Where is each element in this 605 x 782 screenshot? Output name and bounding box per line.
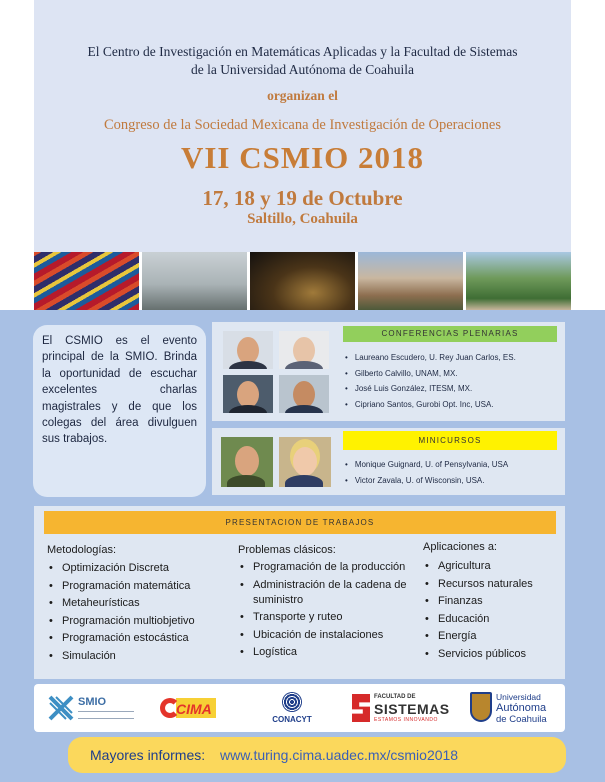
smio-x-icon	[48, 695, 74, 721]
cima-logo	[160, 690, 220, 726]
classic-heading: Problemas clásicos:	[238, 544, 336, 556]
sponsor-logos	[34, 684, 565, 732]
uadec-line-1: Universidad	[496, 692, 541, 702]
footer-info-bar	[68, 737, 566, 773]
speaker-photo	[223, 331, 273, 369]
organizers-line-2: de la Universidad Autónoma de Coahuila	[190, 62, 415, 77]
minicourse-title: MINICURSOS	[343, 431, 557, 450]
papers-section	[34, 506, 565, 679]
list-item: • Ubicación de instalaciones	[238, 628, 418, 643]
smio-text: SMIO	[78, 696, 107, 708]
speaker-photo	[279, 331, 329, 369]
list-item: • Finanzas	[423, 593, 563, 611]
conacyt-globe-icon	[282, 692, 302, 712]
uadec-shield-icon	[470, 692, 492, 722]
organizers-line-1: El Centro de Investigación en Matemáticas Aplicadas y la Facultad de Sistemas	[87, 44, 518, 59]
sistemas-tagline: ESTAMOS INNOVANDO	[374, 717, 438, 723]
list-item: • Agricultura	[423, 558, 563, 576]
classic-problems-column	[238, 543, 418, 663]
facultad-sistemas-logo	[352, 690, 452, 726]
photo-saltillo-sarape	[34, 252, 139, 310]
list-item: • Educación	[423, 611, 563, 629]
sistemas-s-icon	[352, 694, 370, 722]
sistemas-top-text: FACULTAD DE	[374, 694, 416, 700]
applications-heading: Aplicaciones a:	[423, 541, 497, 553]
papers-title: PRESENTACION DE TRABAJOS	[44, 511, 556, 534]
plenary-title: CONFERENCIAS PLENARIAS	[343, 326, 557, 342]
speaker-photo	[221, 437, 273, 487]
list-item: • Simulación	[47, 648, 227, 666]
list-item: • Logística	[238, 645, 418, 660]
list-item: • Programación multiobjetivo	[47, 613, 227, 631]
list-item: • José Luis González, ITESM, MX.	[345, 381, 516, 397]
minicourse-speaker-list	[345, 457, 508, 488]
minicourse-section	[212, 428, 565, 495]
footer-url-link[interactable]: www.turing.cima.uadec.mx/csmio2018	[220, 747, 459, 763]
list-item: • Victor Zavala, U. of Wisconsin, USA.	[345, 473, 508, 489]
list-item: • Recursos naturales	[423, 576, 563, 594]
page-corner-fold	[589, 0, 605, 20]
list-item: • Programación matemática	[47, 578, 227, 596]
list-item: • Administración de la cadena de suministro	[238, 578, 418, 608]
smio-logo	[48, 690, 128, 726]
classic-list	[238, 560, 418, 660]
conacyt-logo	[262, 690, 322, 726]
event-city: Saltillo, Coahuila	[247, 211, 358, 227]
list-item: • Servicios públicos	[423, 646, 563, 664]
uadec-line-3: de Coahuila	[496, 714, 547, 725]
congress-name: Congreso de la Sociedad Mexicana de Investigación de Operaciones	[104, 117, 501, 133]
list-item: • Gilberto Calvillo, UNAM, MX.	[345, 366, 516, 382]
photo-strip	[34, 252, 571, 310]
list-item: • Laureano Escudero, U. Rey Juan Carlos, ES.	[345, 350, 516, 366]
methods-heading: Metodologías:	[47, 544, 117, 556]
plenary-section	[212, 322, 565, 421]
intro-text: El CSMIO es el evento principal de la SMIO. Brinda la oportunidad de escuchar excelentes charlas magistrales y de que los colegas del área divulguen sus trabajos.	[33, 325, 206, 497]
list-item: • Programación estocástica	[47, 630, 227, 648]
event-dates: 17, 18 y 19 de Octubre	[202, 186, 403, 210]
speaker-photo	[223, 375, 273, 413]
list-item: • Programación de la producción	[238, 560, 418, 575]
photo-city-plaza	[358, 252, 463, 310]
footer-label: Mayores informes:	[90, 747, 206, 763]
applications-list	[423, 558, 563, 663]
uadec-line-2: Autónoma	[496, 702, 547, 714]
speaker-photo	[279, 437, 331, 487]
smio-subtitle-rule	[78, 711, 134, 719]
organize-text: organizan el	[267, 88, 338, 103]
sistemas-text: SISTEMAS	[374, 701, 450, 717]
header-banner	[34, 0, 571, 252]
list-item: • Cipriano Santos, Gurobi Opt. Inc, USA.	[345, 397, 516, 413]
list-item: • Optimización Discreta	[47, 560, 227, 578]
photo-dinosaur-museum	[250, 252, 355, 310]
conacyt-text: CONACYT	[272, 715, 312, 724]
list-item: • Energía	[423, 628, 563, 646]
photo-foggy-park	[142, 252, 247, 310]
methods-column	[47, 543, 227, 665]
list-item: • Monique Guignard, U. of Pensylvania, USA	[345, 457, 508, 473]
applications-column	[423, 543, 563, 663]
methods-list	[47, 560, 227, 665]
plenary-speaker-list	[345, 350, 516, 412]
photo-tree-lined-walkway	[466, 252, 571, 310]
event-title: VII CSMIO 2018	[180, 140, 425, 175]
cima-text: CIMA	[176, 701, 212, 717]
list-item: • Transporte y ruteo	[238, 610, 418, 625]
list-item: • Metaheurísticas	[47, 595, 227, 613]
speaker-photo	[279, 375, 329, 413]
uadec-logo	[470, 690, 562, 726]
